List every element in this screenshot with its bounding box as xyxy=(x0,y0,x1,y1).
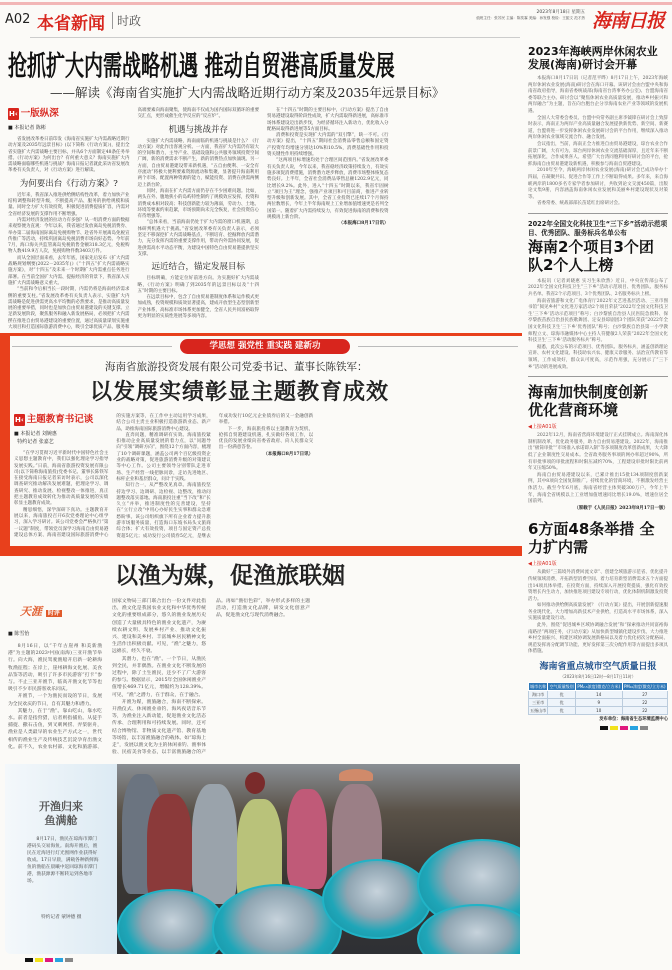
table-cell: 27 xyxy=(622,691,667,699)
table-row xyxy=(529,691,668,699)
photo-caption-panel xyxy=(5,764,117,954)
paragraph: 开渔为媒，渔旅融合，海南不断探索。开渔仪式、休闲渔业垂钓、海风夜话音乐节等，为渔业注入新动能，促进渔业文化活态传承、合理利用和可持续发展。同时，还可结合博物馆、非物质文化遗产馆、教育基地等场馆，以丰富渔旅融合的载体。如“琼海上走”，发展以渔文化为主的休闲垂钓、渔事体验、民宿美食等业态，以丰富渔旅融合的产品。再如“渔衍色彩”，举办形式多样的主题活动，打造渔文化品牌，研发文化创意产品，促进渔文化与现代消费融合。 xyxy=(112,599,310,756)
table-cell: 优 xyxy=(548,699,576,707)
paragraph: 会议指出，当前，海南正全力推进自由贸易港建设，琼台农业合作前景广阔，大有可为。琼台两岸休闲农业交流基础深厚，且近年来不断拓展深化，合作成果喜人。希望广大台湾同胞利用好研讨会的平台，抢抓海南自由贸易港建设新机遇，积极参与海南自贸港建设。 xyxy=(528,141,668,167)
paragraph: 2022年12月，海南省营商环境建设厅正式挂牌成立。海南深化体制机制改革，优化政务服务，助力自由贸易港建设。2022年，海南推出“极简审批”“市场准入承诺即入制”等多项制度改革创新成果，大大降低了企业制度性交易成本。全省政务服务事项的网办率超过90%，所有审批事项的审批流程和时限压减约70%，工程建设审批时限比前两年又压缩50%。 xyxy=(528,433,668,472)
paragraph: 8月16日，以“千年古崖州 和美新渔港”为主题的2023中国(南海)三亚开渔节举行。向大海，渔民驾驶渔船开启新一轮耕海牧渔征程；在岸上，崖州耕海文化展、美食品鉴等活动，吸引了许多市民游客“打卡”参与。不止三亚开渔节，临高开渔文化节等也吸引不少市民游客欢乐同庆。 xyxy=(8,644,102,693)
source-note: （原载于《人民日报》2023年8月17日一版） xyxy=(574,505,668,511)
lead-subhead: ——解读《海南省实施扩大内需战略近期行动方案及2035年远景目标》 xyxy=(50,85,445,100)
publisher-note: 发布单位：海南省生态环境监测中心 xyxy=(599,717,668,723)
issue-date: 2023年8月18日 星期五 xyxy=(536,10,585,15)
paragraph: 省委常委、统战部部长苗延红出席研讨会。 xyxy=(537,201,623,207)
photo-feature xyxy=(5,764,520,954)
commentary-headline: 以渔为媒，促渔旅联姻 xyxy=(115,562,345,589)
paragraph: 精思细悟，深学深研下真功。主题教育开展以来，海南旅投召开6次党委理论中心组学习，深入学习研讨。该公司党委会严格执行“第一议题”制度，带领党员深学习海南自由贸易港建设总体方案、海南省建设国际旅游消费中心的实施方案等，在工作中主动运用学习成果，结合公司主责主业积极打造旅游新业态、新产品，助推海南国际旅游消费中心建设。 xyxy=(14,414,211,538)
article-title: 2023年海峡两岸休闲农业发展(海南)研讨会开幕 xyxy=(528,45,658,71)
paragraph: 本报海口8月17日讯（记者范平晔）8月17日上午，2023年海峡两岸休闲农业发展(海南)研讨会在海口开幕。该研讨会由台盟中央和海南省政府指导，海南省委统战部(海南省台湾事务办公室)、台盟海南省委等联合主办。研讨会以“聚焦休闲农业高质量发展，推动乡村振兴和两岸融合”为主题，旨在向台胞台企分享海南农业产业等领域的发展机遇。 xyxy=(528,76,668,114)
paragraph: “这两项目标增速均处于合理区间范围内。”省发展改革委有关负责人说，今年以来，我省稳经济政策持续发力，有效实施多项促消费措施，消费潜力逐步释放，消费市场整体恢复态势良好。上半年，全省社会消费品零售总额1202.9亿元，同比增长9.2%。此外，进入“十四五”时期以来，我省牢固树立“项目为王”理念，强推产业项目和可目前商，推进产业转型升级和创新发展。其中，全省工业投资已连续17个月保持两位数增长，今年上半年海南规上工业增加值增速更是名列全国第一。随着扩大内需持续发力，有效促进海南的消费和投资规模再上新台阶。 xyxy=(267,158,389,221)
header-divider xyxy=(30,37,520,38)
subsection-title: 时政 xyxy=(112,12,141,29)
article-three-rural xyxy=(528,220,668,371)
paragraph: 同时，海南在扩大内需方面仍存在不少困难问题。比如，两头在外、腹地狭小的岛屿特性制约了规模效应发挥，投资和消费成本相对较高；科技创新能力较为薄弱，劳动力、土地、环境等要素约束趋紧，市场预期尚未完全恢复，社会投资信心有待增强等。 xyxy=(137,188,259,220)
continued-from-link[interactable]: ◀上接A01版 xyxy=(528,561,557,568)
article-kicker: 2022年全国文化科技卫生“三下乡”活动示范项目、优秀团队、服务标兵名单公布 xyxy=(528,219,668,237)
table-cell: 10 xyxy=(575,707,622,715)
table-cell: 9 xyxy=(575,699,622,707)
divider xyxy=(528,376,668,377)
feature-headline: 以发展实绩彰显主题教育成效 xyxy=(90,380,390,405)
byline: ■ 本报记者 陈彬 xyxy=(8,125,46,131)
paragraph: “在学习贯彻习近平新时代中国特色社会主义思想主题教育中，我们以强化理论学习指导发展实践。”日前，海南省旅游投资发展有限公司(以下简称海南旅投)党委书记、董事长陈铁军在接受海南日报记者采访时表示，公司以深化调查研究推动解决发展难题，把理论学习、调查研究、推动发展、检视整改一体推进，真正把主题教育成效转化为推动高质量发展的实绩彰显主题教育成效。 xyxy=(14,451,109,507)
color-registration-marks xyxy=(600,726,668,730)
paragraph: 海南自由贸易港建设以来，已累计推出15批134项制度创新案例，其中8项向全国复制推广。持续优化的营商环境，不断激发经营主体活力。截至今年6月底，海南省经营主体突破300万户。今年上半年，海南全省规模以上工业增加值增速同比增长19.0%，增速位居全国前列。 xyxy=(528,472,668,505)
article-title: 海南2个项目3个团队2个人上榜 xyxy=(528,237,654,274)
table-cell: 22 xyxy=(622,707,667,715)
paragraph: 2010年至今，海峡两岸休闲农业发展(海南)研讨会已成功举办十四届，在凝聚共识、促进合作等工作上不断取得成果。多年来，来自海峡两岸的1800多名专家学者参加研讨，共收到论文交流450篇，出版论文集9册，内容涵盖海南休闲农业发展和美丽乡村建设现状及对策等。 xyxy=(528,168,668,200)
table-cell: 海口市 xyxy=(529,691,548,699)
continued-from-link[interactable]: ◀上接A01版 xyxy=(528,424,557,431)
article-business-env xyxy=(528,383,668,512)
table-cell: 14 xyxy=(575,691,622,699)
table-row xyxy=(529,707,668,715)
divider xyxy=(12,346,172,347)
right-column xyxy=(528,45,668,730)
paragraph: 消费和投资是实现扩大内需的“双引擎”，缺一不可。《行动方案》提出，“十四五”期间社会消费品零售总额和固定资产投资年均增速分别达10%和10.5%，消费基础性作用和投资关键性作用持续增强。 xyxy=(267,133,389,158)
table-cell: 优 xyxy=(548,707,576,715)
lead-article-body xyxy=(8,108,518,332)
air-quality-title: 海南省重点城市空气质量日报 xyxy=(539,662,657,673)
paragraph: “当前和今后相当长一段时期，内需仍将是海南经济需求侧的重要支柱。”省发展改革委有关负责人表示，实施扩大内需战略是促进供需更高水平均衡的必然要求，是推动高质量发展的重要举措，同时也是加快自由贸易港建设的关键支撑。立足新发展阶段，聚焦服务和融入新发展格局，必须把扩大内需摆在推进自由贸易港建设的重要位置，通过高质量谋划实施重大项目和打造国际旅游消费中心，吸引全球优质产品、服务和高端要素向海南聚集，使海南不仅成为国内国际双循环的重要交汇点，更形成催生化学反应的“反应炉”。 xyxy=(8,108,259,331)
top-rule xyxy=(0,2,672,5)
paragraph: 从做好“三篇境外消费回流文章”、创建全域旅游示范省、优化提升传统领域消费、开拓新型消费空间、着力培育新型消费需求五个方面提出14项具体举措。在投资方面，持续深入开展投资提质，强化有效投资增长内生动力，加快推进项目建设专项行动，优化体制机制激发投资活力。 xyxy=(528,570,668,602)
newspaper-logo: 海南日报 xyxy=(592,10,665,32)
table-row xyxy=(529,699,668,707)
article-domestic-demand xyxy=(528,520,668,656)
paragraph: 如何推动供给侧高质量发展？《行动方案》提出，开展创新提速服务业现代化，大力增加高新技术产业供给，打造高水平市场体系，深入实施质量建设行动。 xyxy=(528,603,668,622)
article-title: 海南加快制度创新 优化营商环境 xyxy=(528,383,649,420)
paragraph: 知行合一，从严整改见真章。海南旅投坚持边学习、边调研、边检视、边整改，推动问题整改落实落地。海南旅投注重“当下改”和“长久立”并举，推进制度性的完善建设，坚持在“立行立改”中用心办好民生实事和群众急难愁盼事。该公司组织旗下所有企业着力提升旅游市场服务质量，打造海口东坡书局头文旅商综合体；扩大有效投资，项目与固定资产总投资超5亿元；成功发行公司债券5亿元，是继去年成功发行10亿元企业债券后的又一金融创新举措。 xyxy=(116,414,314,539)
table-cell: 五指山市 xyxy=(530,708,547,714)
paragraph: 在“十四五”时期的主要目标中，《行动方案》提出了自由贸易港建设取得阶段性成效，扩大内需取得新进展，高标准市场体系建设迈出新步伐，为经济循环注入新动力，优化收入分配格局取得新进展等5方面目标。 xyxy=(267,108,389,132)
paragraph: 内需对经济发展的拉动力有多强？从一组消费方面的数据来观察便为直观：今年以来，我省通过发放离岛免税消费券、举办第二届海南国际离岛免税购物节、赴省外开展离岛免税宣传推广等活动，持续巩固离岛免税消费市场向好态势。今年前7月，海口海关共监管离岛免税销售金额318.3亿元，免税购物人数419.9万人次，免税购物件数3403万件。 xyxy=(8,217,130,255)
photo-title: 开渔归来 鱼满舱 xyxy=(39,800,83,827)
air-quality-table: 城市名称 空气质量级别 PM₂.₅浓度(微克/立方米) PM₁₀浓度(微克/立方米) 海口市 优 14 27 三亚市 优 9 22 五指山市 优 10 22 xyxy=(530,684,666,714)
staff-credits: 值班主任：张苏民 主编：陈奕霖 美编：孙发强 校检：王振文 范才热 xyxy=(476,16,585,20)
paragraph: 近年来，我省深入推进供给侧结构性改革，着力加快产业结构调整和转型升级，不断提高产品、服务的供给规模和质量。同时全力扩大有效投资，积极促进消费提质扩容，内需对全省经济发展的支撑作用不断增强。 xyxy=(8,192,130,217)
article-agri-forum xyxy=(528,45,668,208)
paragraph: 省发展改革委日前印发《海南省实施扩大内需战略近期行动方案及2035年远景目标》(以下简称《行动方案》)，提出全省实施扩大内需战略主要目标，并从6个方面制定48条任务举措。《行动方案》为何出台？有何重大意义？海南实施扩大内需战略面临哪些机遇与挑战？海南日报记者就此采访省发展改革委有关负责人，对《行动方案》进行解读。 xyxy=(8,137,130,174)
paragraph: 开渔节，一个为渔民而设的节日，发展为全民欢庆的节日，自有其魅力和潜力。 xyxy=(8,694,102,707)
paragraph: 在远景目标中，包含了自由贸易港制度体系和运作模式更加成熟，投资规模和质效显著提高，建成开放型生态型创新型产业体系，高标准市场体系更加健全，全省人民共同富裕取得更为明显的实质性进展等多项内容。 xyxy=(137,295,259,320)
section-heading: 为何要出台《行动方案》? xyxy=(19,178,118,189)
color-registration-marks xyxy=(25,958,73,962)
byline: ■ 陈雪怡 xyxy=(8,631,30,637)
dateline: （本报海口8月17日讯） xyxy=(338,221,389,227)
table-cell: 三亚市 xyxy=(529,699,548,707)
paragraph: 其潜力，也在“渔”。一个节日，从渔民到全民，并非偶然。在渔业文化不断发展的过程中，除了土生渔民，还少不了广大游客的参与。数据显示，2015年全国休闲渔业产值增长469.71亿元，增幅约为128.39%。可见，“渔”之潜力，在于群众，在于融合。 xyxy=(112,656,206,698)
section-title: 本省新闻 xyxy=(37,14,105,34)
feature-body xyxy=(14,414,518,544)
paragraph: 目标明确，方能定位好前进方向。为实施好扩大内需战略，《行动方案》明确了到2035年的远景目标以及“十四五”时期的主要目标。 xyxy=(137,276,259,294)
paragraph: 实施扩大内需战略，海南面临的机遇与挑战是什么？《行动方案》对此作出客观分析。一方面，我省扩大内需仍有较大的空间和潜力，主导产业、基础设施和公共服务领域投资空间广阔，新的消费需求不断产生，新的消费热点加快涌现。另一方面，自由贸易港建设带来新机遇，“五自由便利、一安全有序流动”将极大便利要素资源流动和集聚，显著提升海南利用两个市场、配置两种资源的能力，赋能投资、消费在供需两侧迈上新台阶。 xyxy=(137,138,259,188)
hk-badge-icon: H‹ xyxy=(9,110,18,118)
paragraph: 海南省旅游和文化广电体育厅2022年文艺进基层活动、三亚市图书馆“阅见乡村”文化进万家活动2个项目荣获“2022年全国文化科技卫生‘三下乡’活动示范项目”称号；白沙黎族自治县人民医院急救科、保亭黎族苗族自治县民族歌舞团、定安县琼剧团3个团队荣获“2022年全国文化科技卫生‘三下乡’优秀团队”称号；白沙黎族自治县第一小学教师程立文、琼海市融媒体中心主持人符健敏2人荣获“2022年全国文化科技卫生‘三下乡’活动服务标兵”称号。 xyxy=(528,298,668,344)
air-quality-period: （2023年8月16日12时—8月17日11时） xyxy=(560,674,636,680)
section-heading: 机遇与挑战并存 xyxy=(168,124,228,135)
column-kicker: H‹ 主题教育书记谈 xyxy=(15,414,94,425)
article-title: 6方面48条举措 全力扩内需 xyxy=(528,520,655,557)
paragraph: 据悉，此次公布的示范项目、优秀团队、服务标兵，涵盖创新理论宣讲、农村文化建设、科技助农兴农、健康义诊服务、法治宣传教育等领域，工作成效好，群众认可度高，示范作用强，充分展示了“三下乡”活动的进展成效。 xyxy=(528,344,668,370)
dateline: （本报海口8月17日讯） xyxy=(263,451,314,457)
column-kicker: H‹ 一版纵深 xyxy=(9,108,59,119)
divider xyxy=(528,213,668,214)
air-quality-report xyxy=(528,662,668,723)
paragraph: 本报讯（记者刘晓惠 实习生朱欣然）近日，中央宣传部公布了2022年全国文化科技卫生“三下乡”活动示范项目、优秀团队、服务标兵名单。我省2个示范项目、3个优秀团队、2名服务标兵上榜。 xyxy=(528,278,668,298)
byline: ■ 本报记者 刘婉惠 特约记者 张嘉艺 xyxy=(14,431,57,445)
campaign-slogan: 学思想 强党性 重实践 建新功 xyxy=(180,339,350,354)
paragraph: 此外，围绕“促进城乡区域协调融合发展”和“探索推动共同富裕海南路径”两项任务，《行动方案》从加快新型城镇化建设步伐、大力推进乡村全面振兴、构建区域协调发展新格局以及着力优化初次分配格局、规范发挥再分配调节功能、更好发挥第三次分配作用等方面提出多项具体措施。 xyxy=(528,623,668,655)
photo-credit: 特约记者 蒙钟德 摄 xyxy=(41,915,82,920)
column-logo: 天涯 时评 xyxy=(20,605,60,618)
photo-caption: 8月17日，渔民在琼海市潭门港码头交易海鱼。南海开渔后，渔民在近海进行灯光围网作业获得好收成。17日早晨，满载各种新鲜海鱼的渔船在晨曦中返回琼海市潭门港，渔获源源不断转运到各地市场。 xyxy=(27,837,99,884)
lead-headline: 抢抓扩大内需战略机遇 推动自贸港高质量发展 xyxy=(8,50,395,83)
hk-badge-icon: H‹ xyxy=(15,416,24,424)
feature-subhead: 海南省旅游投资发展有限公司党委书记、董事长陈铁军： xyxy=(105,361,368,373)
paragraph: 下一步，海南旅投将以主题教育为契机，抢抓自贸港建设机遇，扎实做好各项工作，以优良的发展业绩向省委省政府、向人民群众交出一份满意答卷。 xyxy=(218,426,314,451)
paragraph: 全国人大常委会委员、台盟中央常务副主席李钺锋在研讨会上致辞时表示，海南正为两岸产业高质量融合发展提供新优势、新空间、新赛道，台盟将进一步发挥休闲农业发展研讨会的平台作用，继续深入推动两岸休闲农业领域交流合作、融合发展。 xyxy=(528,115,668,141)
table-cell: 22 xyxy=(622,699,667,707)
paragraph: 其魅力，在于“渔”。靠山吃山，靠水吃水。前者是指狩猎，后者则指捕鱼。从徒手捕捉、撒石击鱼，到叉刺网捞、弄桨驱舟，渔业是人类最早的农业生产方式之一，世代相传的渔业生产及传统技艺沉淀孕育出渔文化。前不久，农业农村部、文化和旅游部、国家文物局三部门联合出台一份文件对此指出，渔文化是我国农业文化和中华优秀传统文化的重要组成部分，悠久的渔业发展历史创造了大量极具特色的渔业文化遗产，为赓续农耕文明、发展乡村产业、推动文化振兴、建设和美乡村、丰富城乡居民精神文化生活作出积极贡献。可见，“渔”之魅力，悠远绵长，经久不衰。 xyxy=(8,599,206,750)
paragraph: 而从全国层面来看，去年年底，国家先后发布《扩大内需战略规划纲要(2022－2035年)》《“十四五”扩大内需战略实施方案》，对“十四五”及未来一个时期扩大内需重点任务进行部署。在当前全国扩大内需、提振经济的背景下，我省深入实施扩大内需战略意义重大。 xyxy=(8,255,130,286)
table-cell: 优 xyxy=(548,691,576,699)
commentary-body xyxy=(8,598,518,758)
section-heading: 远近结合，锚定发展目标 xyxy=(151,262,245,273)
fish-market-photo xyxy=(117,764,520,954)
paragraph: 直奔问题，精准调研有实效。海南旅投紧扣推动企业高质量发展的着力点，以“问题导向”引领“调研方向”，围绕12个方面内容，梳理了10个调研课题，涵盖公司两个百亿级投资企业的战略对策，促进旅游消费升级的对策建议等中心工作。公司主要领导分别带队走进市场、生产经营一线把脉问诊，走访先进地区、标杆企业和基层群众，问计于实践。 xyxy=(116,432,211,482)
page-number: A02 xyxy=(5,12,31,27)
paragraph: “总体来看，当前海南仍处于扩大内需的窗口机遇期，总体研判机遇大于挑战。”省发展改革委有关负责人表示，必须坚定不移深挖扩大内需战略基点，不断培育、挖掘释放内需潜力，充分发挥内需的重要支撑作用，带动内外需协同发展，促进供需高水平动态平衡，为建设中国特色自由贸易港提供坚实支撑。 xyxy=(137,220,259,257)
divider xyxy=(358,346,518,347)
